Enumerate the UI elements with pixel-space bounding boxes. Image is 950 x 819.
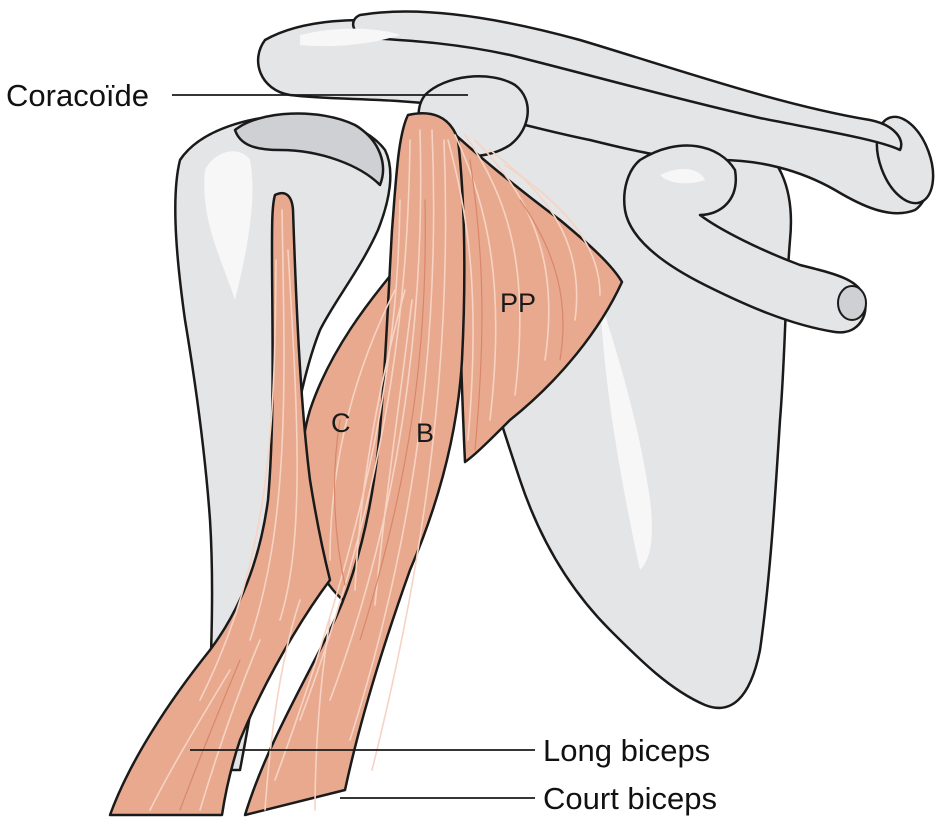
label-coracoide: Coracoïde (6, 78, 150, 113)
letter-pp: PP (500, 288, 537, 318)
coracoid-tip (838, 286, 866, 320)
letter-b: B (416, 418, 435, 448)
letter-c: C (331, 408, 351, 438)
label-court-biceps: Court biceps (543, 781, 718, 816)
label-long-biceps: Long biceps (543, 733, 711, 768)
